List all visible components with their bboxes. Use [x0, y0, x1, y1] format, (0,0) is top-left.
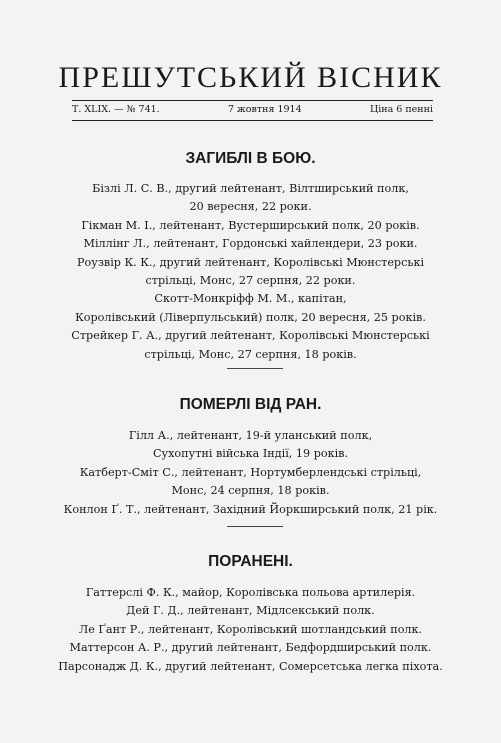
section-heading-wounded: ПОРАНЕНІ. — [208, 553, 293, 570]
list-line: Королівський (Ліверпульський) полк, 20 вересня, 25 років. — [75, 310, 426, 324]
issue-price: Ціна 6 пенні — [369, 104, 433, 115]
section-list-wounded — [0, 584, 501, 676]
list-line: стрільці, Монс, 27 серпня, 22 роки. — [145, 274, 356, 288]
issue-volume: Т. XLIX. — № 741. — [72, 104, 160, 115]
section-divider — [227, 526, 283, 527]
list-line: Гікман М. І., лейтенант, Вустерширський полк, 20 років. — [81, 218, 420, 232]
masthead-info-bar — [72, 103, 433, 117]
list-line: Катберт-Сміт С., лейтенант, Нортумберлендські стрільці, — [79, 465, 422, 479]
list-line: Бізлі Л. С. В., другий лейтенант, Вілтширський полк, — [92, 182, 409, 195]
list-line: Парсонадж Д. К., другий лейтенант, Сомерсетська легка піхота. — [58, 659, 443, 673]
list-line: Ле Ґант Р., лейтенант, Королівський шотландський полк. — [78, 622, 423, 636]
list-line: стрільці, Монс, 27 серпня, 18 років. — [144, 347, 357, 361]
section-heading-killed: ЗАГИБЛІ В БОЮ. — [185, 150, 316, 167]
list-line: Сухопутні війська Індії, 19 років. — [152, 447, 349, 461]
list-line: 20 вересня, 22 роки. — [189, 200, 312, 214]
list-line: Стрейкер Г. А., другий лейтенант, Королівські Мюнстерські — [71, 329, 430, 343]
masthead-title: ПРЕШУТСЬКИЙ ВІСНИК — [58, 61, 443, 94]
list-line: Міллінг Л., лейтенант, Гордонські хайлендери, 23 роки. — [83, 237, 418, 251]
section-list-died-of-wounds — [0, 427, 501, 519]
list-line: Монс, 24 серпня, 18 років. — [171, 484, 330, 498]
list-line: Дей Г. Д., лейтенант, Мідлсекський полк. — [126, 604, 375, 618]
section-divider — [227, 368, 283, 369]
list-line: Маттерсон А. Р., другий лейтенант, Бедфордширський полк. — [69, 641, 432, 655]
list-line: Гілл А., лейтенант, 19-й уланський полк, — [128, 429, 373, 442]
section-list-killed — [0, 180, 501, 364]
list-line: Гаттерслі Ф. К., майор, Королівська польова артилерія. — [85, 586, 416, 599]
masthead-top-rule — [72, 100, 433, 101]
list-line: Роузвір К. К., другий лейтенант, Королівські Мюнстерські — [76, 255, 425, 269]
section-heading-died-of-wounds: ПОМЕРЛІ ВІД РАН. — [179, 396, 322, 413]
list-line: Конлон Ґ. Т., лейтенант, Західний Йоркширський полк, 21 рік. — [63, 502, 438, 516]
issue-date: 7 жовтня 1914 — [227, 104, 302, 115]
list-line: Скотт-Монкріфф М. М., капітан, — [154, 292, 347, 306]
masthead-bottom-rule — [72, 120, 433, 121]
